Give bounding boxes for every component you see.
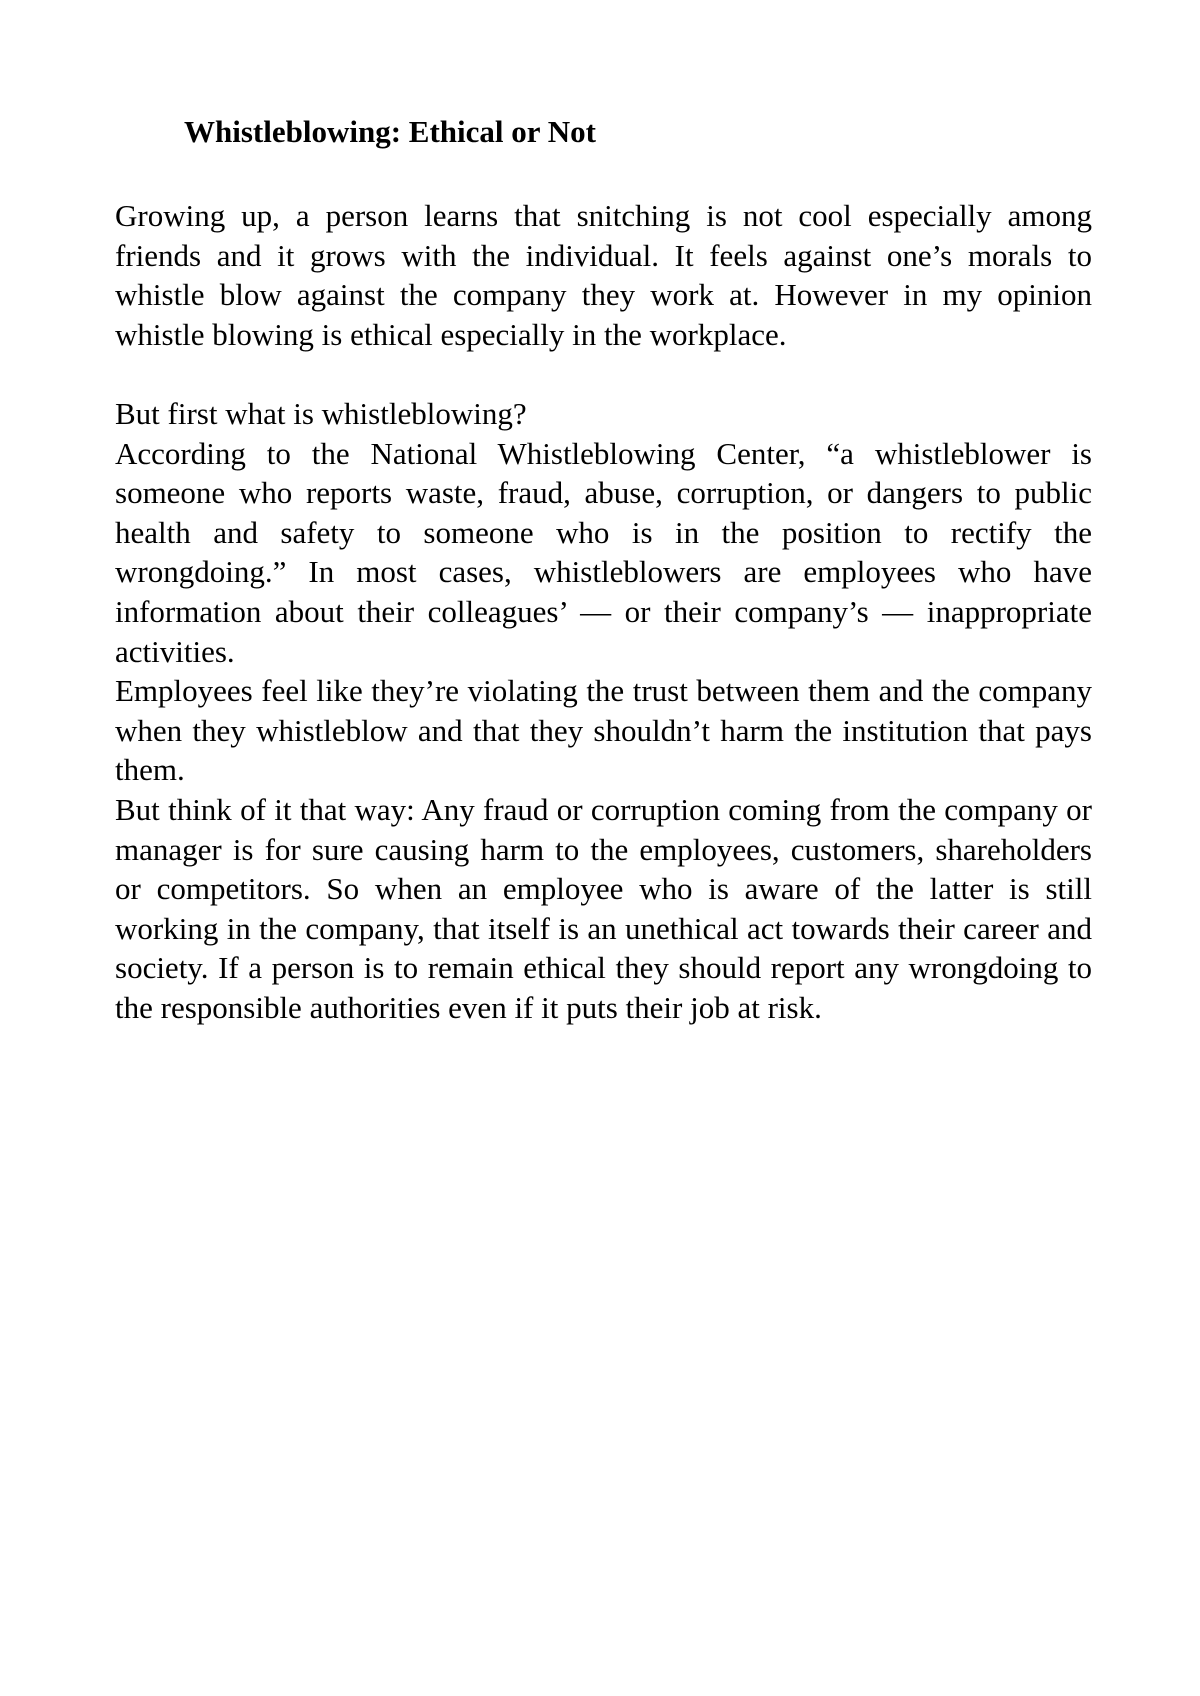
paragraph-definition: According to the National Whistleblowing Center, “a whistleblower is someone who reports waste, fraud, abuse, corruption, or dangers to public health and safety to someone who is in the position to rectify the wrongdoing.” In most cases, whistleblowers are employees who have information about their colleagues’ — or their company’s — inappropriate activities. (115, 435, 1092, 669)
document-body (115, 196, 1092, 1027)
paragraph-argument: But think of it that way: Any fraud or corruption coming from the company or manager is for sure causing harm to the employees, customers, shareholders or competitors. So when an employee who is aware of the latter is still working in the company, that itself is an unethical act towards their career and society. If a person is to remain ethical they should report any wrongdoing to the responsible authorities even if it puts their job at risk. (115, 791, 1092, 1025)
paragraph-question: But first what is whistleblowing? (115, 395, 527, 431)
paragraph-employees: Employees feel like they’re violating the trust between them and the company when they whistleblow and that they shouldn’t harm the institution that pays them. (115, 673, 1092, 788)
paragraph-intro: Growing up, a person learns that snitching is not cool especially among friends and it grows with the individual. It feels against one’s morals to whistle blow against the company they work at. However in my opinion whistle blowing is ethical especially in the workplace. (115, 198, 1092, 352)
document-title: Whistleblowing: Ethical or Not (184, 114, 596, 149)
